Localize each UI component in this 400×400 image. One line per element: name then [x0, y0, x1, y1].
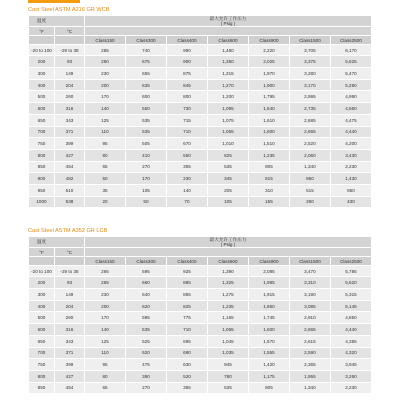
- table-row: [29, 196, 372, 208]
- temp-f-cell: 950: [29, 184, 55, 196]
- pressure-cell: 550: [126, 103, 167, 115]
- pressure-cell: 805: [248, 161, 289, 173]
- pressure-cell: 2,735: [289, 103, 330, 115]
- pressure-cell: 110: [85, 126, 126, 138]
- class-header-cell: Class900: [248, 257, 289, 265]
- temp-c-cell: 93: [55, 56, 85, 68]
- temp-f-cell: 500: [29, 312, 55, 324]
- temp-c-cell: -29 to 38: [55, 265, 85, 277]
- pressure-cell: 805: [248, 382, 289, 394]
- section-title: Cast Steel ASTM A216 GR WCB: [28, 7, 110, 13]
- temp-c-cell: -29 to 38: [55, 44, 85, 56]
- class-header-cell: Class1500: [289, 257, 330, 265]
- pressure-cell: 5,145: [330, 300, 371, 312]
- pressure-cell: 4,440: [330, 126, 371, 138]
- pressure-cell: 95: [85, 359, 126, 371]
- temp-f-cell: 850: [29, 382, 55, 394]
- pressure-cell: 1,900: [248, 79, 289, 91]
- pressure-cell: 230: [166, 173, 207, 185]
- pressure-cell: 2,665: [289, 324, 330, 336]
- pressure-cell: 260: [289, 196, 330, 208]
- unit-c-header: °C: [55, 248, 85, 257]
- pressure-cell: 1,955: [289, 370, 330, 382]
- pressure-cell: 635: [126, 79, 167, 91]
- pressure-cell: 265: [85, 265, 126, 277]
- pressure-cell: 3,310: [289, 277, 330, 289]
- pressure-cell: 900: [166, 56, 207, 68]
- temp-c-cell: 343: [55, 114, 85, 126]
- unit-f-header: °F: [29, 27, 55, 36]
- pressure-cell: 2,615: [289, 335, 330, 347]
- pressure-cell: 1,430: [330, 173, 371, 185]
- table-row: [29, 335, 372, 347]
- temp-c-cell: 149: [55, 289, 85, 301]
- pressure-cell: 2,685: [289, 114, 330, 126]
- pressure-rating-table: [28, 236, 372, 394]
- pressure-cell: 945: [207, 359, 248, 371]
- pressure-cell: 475: [126, 359, 167, 371]
- table-row: [29, 312, 372, 324]
- temp-f-cell: 300: [29, 289, 55, 301]
- pressure-cell: 2,220: [248, 44, 289, 56]
- temp-c-cell: 260: [55, 312, 85, 324]
- pressure-header-unit: ( Psig ): [220, 242, 236, 248]
- temp-c-cell: 538: [55, 196, 85, 208]
- table-row: [29, 44, 372, 56]
- temp-c-cell: 427: [55, 370, 85, 382]
- temp-f-cell: 300: [29, 68, 55, 80]
- temp-c-cell: 371: [55, 347, 85, 359]
- pressure-cell: 4,320: [330, 347, 371, 359]
- pressure-cell: 390: [126, 370, 167, 382]
- pressure-cell: 630: [166, 359, 207, 371]
- pressure-cell: 660: [126, 277, 167, 289]
- table-row: [29, 173, 372, 185]
- pressure-cell: 1,275: [207, 289, 248, 301]
- pressure-cell: 110: [85, 347, 126, 359]
- pressure-cell: 1,850: [248, 300, 289, 312]
- class-header-cell: Class2500: [330, 36, 371, 44]
- pressure-cell: 3,375: [289, 56, 330, 68]
- pressure-cell: 260: [85, 56, 126, 68]
- pressure-cell: 1,915: [248, 289, 289, 301]
- class-header-cell: Class400: [166, 36, 207, 44]
- pressure-cell: 50: [126, 196, 167, 208]
- pressure-cell: 925: [166, 265, 207, 277]
- table-row: [29, 324, 372, 336]
- pressure-cell: 2,520: [289, 138, 330, 150]
- pressure-header-unit: ( Psig ): [220, 21, 236, 27]
- temp-c-cell: 343: [55, 335, 85, 347]
- pressure-cell: 5,315: [330, 289, 371, 301]
- pressure-cell: 875: [166, 68, 207, 80]
- pressure-cell: 535: [126, 114, 167, 126]
- pressure-cell: 1,480: [207, 44, 248, 56]
- table-row: [29, 347, 372, 359]
- class-header-cell: Class900: [248, 36, 289, 44]
- pressure-cell: 270: [126, 382, 167, 394]
- pressure-cell: 2,665: [289, 126, 330, 138]
- temp-c-cell: 399: [55, 359, 85, 371]
- pressure-cell: 3,260: [330, 370, 371, 382]
- temp-f-cell: -20 to 100: [29, 44, 55, 56]
- pressure-cell: 1,390: [207, 265, 248, 277]
- pressure-cell: 2,085: [248, 265, 289, 277]
- temp-f-cell: 200: [29, 56, 55, 68]
- pressure-cell: 355: [166, 382, 207, 394]
- section-lcb: [28, 227, 372, 394]
- pressure-cell: 1,165: [207, 312, 248, 324]
- pressure-cell: 670: [166, 138, 207, 150]
- pressure-cell: 690: [166, 347, 207, 359]
- temp-f-cell: -20 to 100: [29, 265, 55, 277]
- pressure-cell: 535: [126, 126, 167, 138]
- pressure-cell: 2,230: [330, 161, 371, 173]
- pressure-cell: 200: [85, 79, 126, 91]
- pressure-header: [85, 16, 372, 27]
- temp-f-cell: 400: [29, 79, 55, 91]
- table-row: [29, 277, 372, 289]
- pressure-cell: 1,235: [207, 300, 248, 312]
- pressure-cell: 125: [85, 114, 126, 126]
- temp-c-cell: 454: [55, 382, 85, 394]
- pressure-cell: 860: [330, 184, 371, 196]
- pressure-cell: 1,420: [248, 359, 289, 371]
- temp-c-cell: 93: [55, 277, 85, 289]
- pressure-cell: 515: [289, 184, 330, 196]
- table-body: [29, 265, 372, 394]
- temp-f-cell: 650: [29, 114, 55, 126]
- pressure-cell: 520: [126, 347, 167, 359]
- pressure-cell: 4,355: [330, 335, 371, 347]
- pressure-cell: 1,610: [248, 114, 289, 126]
- pressure-cell: 5,625: [330, 56, 371, 68]
- pressure-cell: 105: [207, 196, 248, 208]
- pressure-cell: 205: [207, 184, 248, 196]
- temperature-header: 温度: [29, 16, 85, 27]
- pressure-cell: 355: [166, 161, 207, 173]
- pressure-cell: 125: [85, 335, 126, 347]
- class-header-blank: [29, 36, 55, 44]
- pressure-cell: 525: [126, 335, 167, 347]
- table-row: [29, 149, 372, 161]
- pressure-cell: 3,170: [289, 79, 330, 91]
- pressure-cell: 1,555: [248, 347, 289, 359]
- temp-c-cell: 427: [55, 149, 85, 161]
- pressure-cell: 270: [126, 161, 167, 173]
- pressure-cell: 1,315: [207, 68, 248, 80]
- pressure-cell: 5,785: [330, 265, 371, 277]
- pressure-cell: 1,270: [207, 79, 248, 91]
- temp-f-cell: 650: [29, 335, 55, 347]
- pressure-cell: 285: [85, 44, 126, 56]
- pressure-cell: 2,365: [289, 359, 330, 371]
- temp-c-cell: 204: [55, 300, 85, 312]
- temp-f-cell: 700: [29, 126, 55, 138]
- table-row: [29, 138, 372, 150]
- temp-c-cell: 510: [55, 184, 85, 196]
- pressure-cell: 1,745: [248, 312, 289, 324]
- class-header-blank: [55, 257, 85, 265]
- class-header-cell: Class400: [166, 257, 207, 265]
- pressure-cell: 230: [85, 68, 126, 80]
- pressure-cell: 1,035: [207, 347, 248, 359]
- pressure-cell: 1,175: [248, 370, 289, 382]
- pressure-cell: 4,990: [330, 91, 371, 103]
- pressure-cell: 230: [85, 289, 126, 301]
- pressure-cell: 20: [85, 196, 126, 208]
- pressure-cell: 5,280: [330, 79, 371, 91]
- class-header-cell: Class1500: [289, 36, 330, 44]
- pressure-cell: 1,340: [289, 161, 330, 173]
- pressure-cell: 6,170: [330, 44, 371, 56]
- pressure-cell: 4,200: [330, 138, 371, 150]
- temp-f-cell: 500: [29, 91, 55, 103]
- temp-f-cell: 600: [29, 103, 55, 115]
- pressure-cell: 1,600: [248, 324, 289, 336]
- unit-f-header: °F: [29, 248, 55, 257]
- table-row: [29, 103, 372, 115]
- temp-f-cell: 600: [29, 324, 55, 336]
- table-row: [29, 300, 372, 312]
- pressure-cell: 1,340: [289, 382, 330, 394]
- table-body: [29, 44, 372, 208]
- pressure-cell: 550: [166, 149, 207, 161]
- pressure-rating-table: [28, 15, 372, 208]
- pressure-cell: 1,570: [248, 335, 289, 347]
- pressure-cell: 345: [207, 173, 248, 185]
- section-wcb: [28, 6, 372, 208]
- pressure-cell: 3,280: [289, 68, 330, 80]
- pressure-cell: 3,705: [289, 44, 330, 56]
- pressure-cell: 825: [166, 300, 207, 312]
- unit-c-header: °C: [55, 27, 85, 36]
- class-header-cell: Class600: [207, 257, 248, 265]
- class-header-cell: Class600: [207, 36, 248, 44]
- pressure-cell: 3,945: [330, 359, 371, 371]
- table-row: [29, 359, 372, 371]
- temp-c-cell: 149: [55, 68, 85, 80]
- pressure-cell: 1,095: [207, 103, 248, 115]
- pressure-cell: 170: [85, 91, 126, 103]
- temp-c-cell: 204: [55, 79, 85, 91]
- pressure-cell: 140: [85, 103, 126, 115]
- pressure-cell: 50: [85, 173, 126, 185]
- pressure-cell: 1,985: [248, 277, 289, 289]
- pressure-cell: 640: [126, 289, 167, 301]
- pressure-cell: 1,045: [207, 335, 248, 347]
- pressure-cell: 1,010: [207, 138, 248, 150]
- pressure-header-blank: [85, 27, 372, 36]
- temp-f-cell: 700: [29, 347, 55, 359]
- table-row: [29, 370, 372, 382]
- pressure-cell: 800: [166, 91, 207, 103]
- pressure-cell: 1,325: [207, 277, 248, 289]
- pressure-cell: 310: [248, 184, 289, 196]
- pressure-cell: 1,065: [207, 126, 248, 138]
- class-header-blank: [55, 36, 85, 44]
- temp-c-cell: 482: [55, 173, 85, 185]
- temp-f-cell: 850: [29, 161, 55, 173]
- pressure-cell: 1,200: [207, 91, 248, 103]
- class-header-row: [29, 36, 372, 44]
- temp-f-cell: 400: [29, 300, 55, 312]
- pressure-cell: 730: [166, 103, 207, 115]
- pressure-cell: 535: [207, 161, 248, 173]
- pressure-cell: 535: [126, 324, 167, 336]
- class-header-blank: [29, 257, 55, 265]
- pressure-cell: 1,640: [248, 103, 289, 115]
- temperature-header: 温度: [29, 237, 85, 248]
- pressure-cell: 80: [85, 370, 126, 382]
- table-row: [29, 56, 372, 68]
- pressure-cell: 255: [85, 277, 126, 289]
- pressure-cell: 95: [85, 138, 126, 150]
- pressure-cell: 2,230: [330, 382, 371, 394]
- pressure-cell: 695: [166, 335, 207, 347]
- table-row: [29, 126, 372, 138]
- class-header-row: [29, 257, 372, 265]
- pressure-header-title: 最大允许工作压力: [209, 237, 247, 242]
- table-row: [29, 265, 372, 277]
- pressure-cell: 775: [166, 312, 207, 324]
- pressure-cell: 3,430: [330, 149, 371, 161]
- class-header-cell: Class150: [85, 36, 126, 44]
- pressure-cell: 65: [85, 382, 126, 394]
- pressure-cell: 2,060: [289, 149, 330, 161]
- pressure-cell: 675: [126, 56, 167, 68]
- table-header-row: [29, 237, 372, 248]
- pressure-cell: 2,995: [289, 91, 330, 103]
- table-row: [29, 382, 372, 394]
- pressure-cell: 5,470: [330, 68, 371, 80]
- pressure-cell: 4,560: [330, 103, 371, 115]
- pressure-cell: 4,850: [330, 312, 371, 324]
- pressure-cell: 430: [330, 196, 371, 208]
- table-row: [29, 161, 372, 173]
- pressure-cell: 170: [126, 173, 167, 185]
- pressure-cell: 780: [207, 370, 248, 382]
- class-header-cell: Class300: [126, 257, 167, 265]
- pressure-cell: 3,190: [289, 289, 330, 301]
- pressure-cell: 1,350: [207, 56, 248, 68]
- table-row: [29, 79, 372, 91]
- pressure-cell: 4,440: [330, 324, 371, 336]
- temp-f-cell: 800: [29, 370, 55, 382]
- table-row: [29, 114, 372, 126]
- pressure-cell: 70: [166, 196, 207, 208]
- class-header-cell: Class2500: [330, 257, 371, 265]
- pressure-cell: 620: [126, 300, 167, 312]
- pressure-header-title: 最大允许工作压力: [209, 16, 247, 21]
- pressure-cell: 655: [126, 68, 167, 80]
- temp-f-cell: 750: [29, 138, 55, 150]
- temp-c-cell: 399: [55, 138, 85, 150]
- temp-c-cell: 454: [55, 161, 85, 173]
- pressure-cell: 2,910: [289, 312, 330, 324]
- table-header-row: [29, 248, 372, 257]
- pressure-cell: 155: [248, 196, 289, 208]
- pressure-cell: 990: [166, 44, 207, 56]
- pressure-cell: 200: [85, 300, 126, 312]
- pressure-cell: 695: [126, 265, 167, 277]
- pressure-cell: 710: [166, 126, 207, 138]
- class-header-cell: Class150: [85, 257, 126, 265]
- table-row: [29, 91, 372, 103]
- temp-c-cell: 316: [55, 103, 85, 115]
- pressure-cell: 140: [166, 184, 207, 196]
- table-row: [29, 289, 372, 301]
- pressure-cell: 35: [85, 184, 126, 196]
- pressure-cell: 740: [126, 44, 167, 56]
- temp-f-cell: 800: [29, 149, 55, 161]
- temp-c-cell: 316: [55, 324, 85, 336]
- pressure-header: [85, 237, 372, 248]
- pressure-cell: 1,235: [248, 149, 289, 161]
- pressure-cell: 5,520: [330, 277, 371, 289]
- section-title: Cast Steel ASTM A352 GR LCB: [28, 228, 108, 234]
- pressure-cell: 65: [85, 161, 126, 173]
- pressure-cell: 825: [207, 149, 248, 161]
- pressure-cell: 715: [166, 114, 207, 126]
- temp-f-cell: 1000: [29, 196, 55, 208]
- pressure-cell: 855: [166, 289, 207, 301]
- pressure-cell: 885: [166, 277, 207, 289]
- pressure-cell: 410: [126, 149, 167, 161]
- pressure-cell: 860: [289, 173, 330, 185]
- pressure-header-blank: [85, 248, 372, 257]
- pressure-cell: 140: [85, 324, 126, 336]
- pressure-cell: 1,795: [248, 91, 289, 103]
- table-row: [29, 184, 372, 196]
- temp-c-cell: 371: [55, 126, 85, 138]
- pressure-cell: 535: [207, 382, 248, 394]
- pressure-cell: 170: [85, 312, 126, 324]
- temp-c-cell: 260: [55, 91, 85, 103]
- pressure-cell: 710: [166, 324, 207, 336]
- pressure-cell: 105: [126, 184, 167, 196]
- pressure-cell: 1,075: [207, 114, 248, 126]
- temp-f-cell: 900: [29, 173, 55, 185]
- table-header-row: [29, 27, 372, 36]
- temp-f-cell: 200: [29, 277, 55, 289]
- pressure-cell: 505: [126, 138, 167, 150]
- pressure-cell: 585: [126, 312, 167, 324]
- pressure-cell: 1,510: [248, 138, 289, 150]
- pressure-cell: 3,085: [289, 300, 330, 312]
- pressure-cell: 2,590: [289, 347, 330, 359]
- pressure-cell: 2,025: [248, 56, 289, 68]
- pressure-cell: 4,475: [330, 114, 371, 126]
- class-header-cell: Class300: [126, 36, 167, 44]
- pressure-cell: 3,470: [289, 265, 330, 277]
- temp-f-cell: 750: [29, 359, 55, 371]
- table-row: [29, 68, 372, 80]
- pressure-cell: 1,065: [207, 324, 248, 336]
- pressure-cell: 520: [166, 370, 207, 382]
- pressure-cell: 1,600: [248, 126, 289, 138]
- pressure-cell: 1,970: [248, 68, 289, 80]
- pressure-cell: 600: [126, 91, 167, 103]
- table-header-row: [29, 16, 372, 27]
- pressure-cell: 845: [166, 79, 207, 91]
- pressure-cell: 515: [248, 173, 289, 185]
- orange-header-bar: [28, 0, 80, 3]
- pressure-cell: 80: [85, 149, 126, 161]
